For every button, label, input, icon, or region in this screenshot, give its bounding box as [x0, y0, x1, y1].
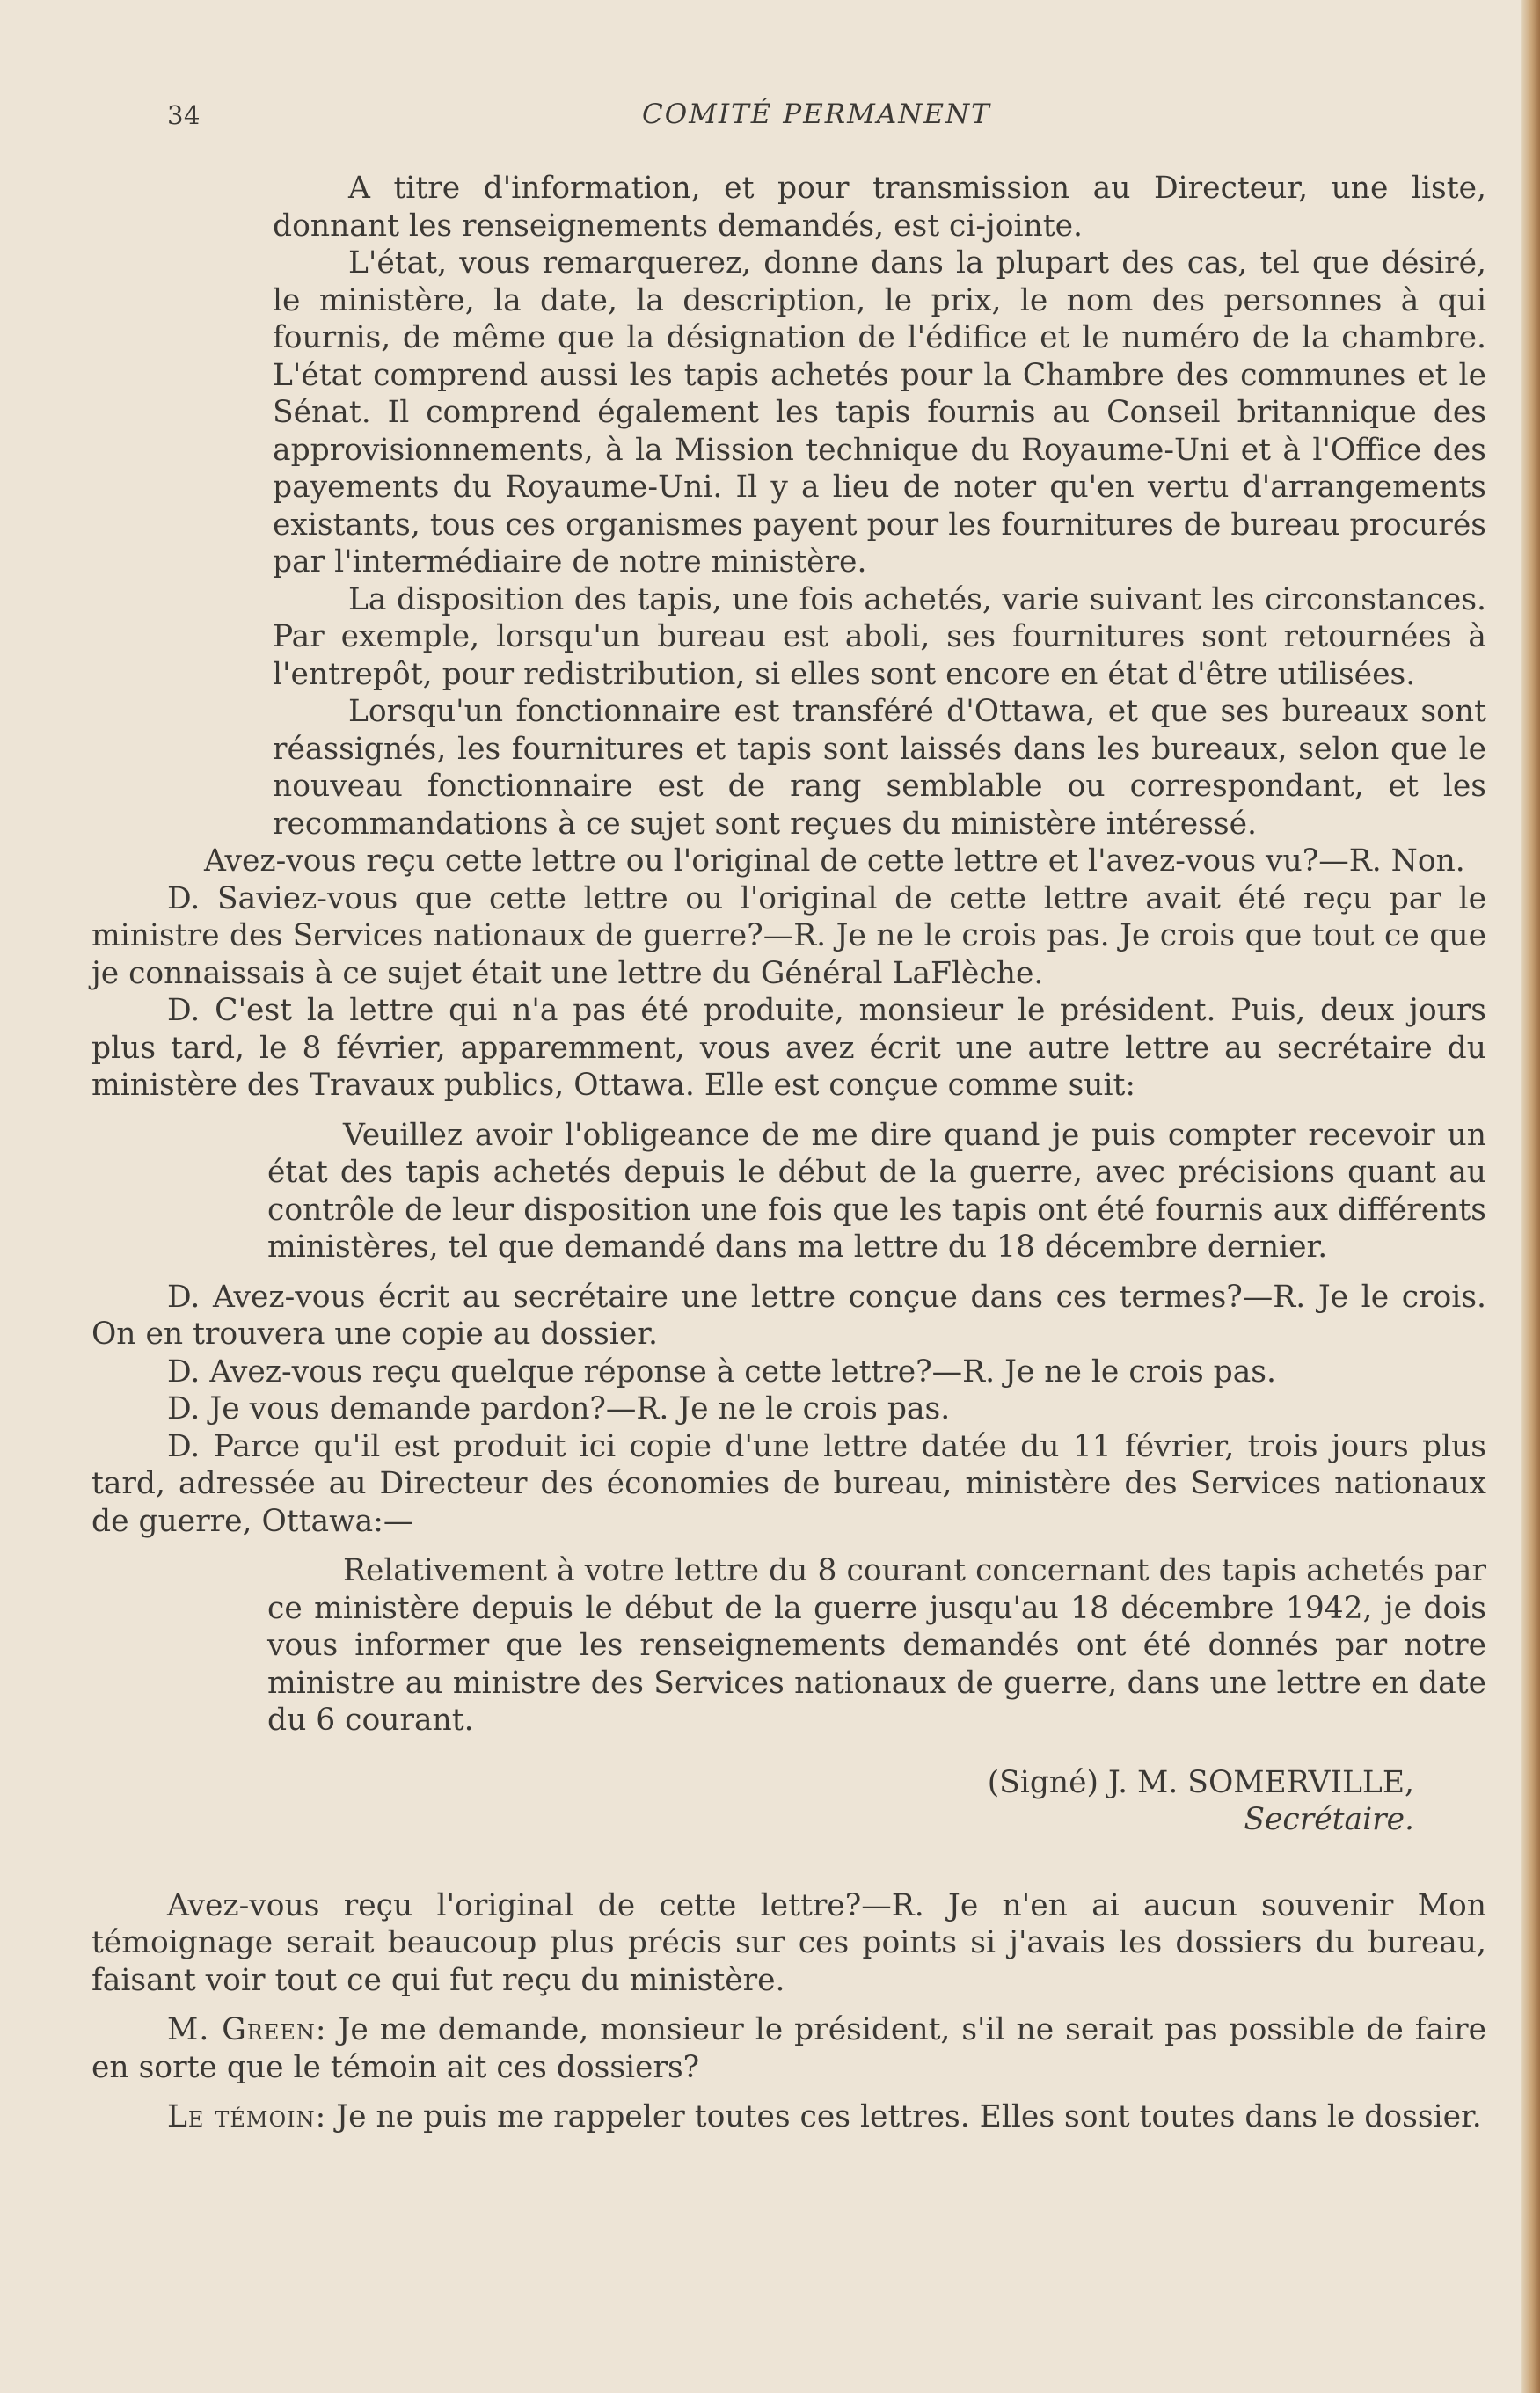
quoted-letter-2 — [155, 1117, 1486, 1266]
paragraph — [91, 2011, 1486, 2086]
quoted-letter-1 — [160, 170, 1486, 843]
quoted-letter-3 — [155, 1552, 1486, 1740]
paragraph: Relativement à votre lettre du 8 courant concernant des tapis achetés par ce ministère depuis le début de la guerre jusqu'au 18 décembre 1942, je dois vous informer que les renseignements demandés ont été donnés par notre ministre au ministre des Services nationaux de guerre, dans une lettre en date du 6 courant. — [267, 1553, 1486, 1738]
paragraph: La disposition des tapis, une fois achetés, varie suivant les circonstances. Par exemple, lorsqu'un bureau est aboli, ses fournitures sont retournées à l'entrepôt, pour redistribution, si elles sont encore en état d'être utilisées. — [273, 581, 1486, 692]
paragraph: Avez-vous reçu cette lettre ou l'original de cette lettre et l'avez-vous vu?—R. Non. — [204, 843, 1465, 879]
speaker-name: Le témoin: — [167, 2099, 327, 2134]
page-edge — [1521, 0, 1540, 2393]
speaker-text: Je me demande, monsieur le président, s'il ne serait pas possible de faire en sorte que le témoin ait ces dossiers? — [91, 2012, 1487, 2085]
signature-title: Secrétaire. — [1244, 1802, 1414, 1837]
running-head: COMITÉ PERMANENT — [642, 98, 991, 130]
paragraph: D. Saviez-vous que cette lettre ou l'original de cette lettre avait été reçu par le ministre des Services nationaux de guerre?—R. Je ne le crois pas. Je crois que tout ce que je connaissais à ce sujet était une lettre du Général LaFlèche. — [91, 880, 1486, 991]
paragraph: L'état, vous remarquerez, donne dans la plupart des cas, tel que désiré, le ministère, la date, la description, le prix, le nom des personnes à qui fournis, de même que la désignation de l'édifice et le numéro de la chambre. L'état comprend aussi les tapis achetés pour la Chambre des communes et le Sénat. Il comprend également les tapis fournis au Conseil britannique des approvisionnements, à la Mission technique du Royaume-Uni et à l'Office des payements du Royaume-Uni. Il y a lieu de noter qu'en vertu d'arrangements existants, tous ces organismes payent pour les fournitures de bureau procurés par l'intermédiaire de notre ministère. — [273, 245, 1486, 580]
speaker-name: M. Green: — [167, 2012, 327, 2047]
paragraph: Veuillez avoir l'obligeance de me dire quand je puis compter recevoir un état des tapis achetés depuis le début de la guerre, avec précisions quant au contrôle de leur disposition une fois que les tapis ont été fournis aux différents ministères, tel que demandé dans ma lettre du 18 décembre dernier. — [267, 1117, 1486, 1265]
paragraph: Avez-vous reçu l'original de cette lettre?—R. Je n'en ai aucun souvenir Mon témoignage serait beaucoup plus précis sur ces points si j'avais les dossiers du bureau, faisant voir tout ce qui fut reçu du ministère. — [91, 1887, 1486, 1998]
signature: (Signé) J. M. SOMERVILLE, — [987, 1764, 1414, 1800]
paragraph: D. Avez-vous reçu quelque réponse à cette lettre?—R. Je ne le crois pas. — [167, 1353, 1276, 1390]
paragraph — [91, 2098, 1486, 2136]
speaker-text: Je ne puis me rappeler toutes ces lettres. Elles sont toutes dans le dossier. — [326, 2099, 1482, 2134]
paragraph: D. C'est la lettre qui n'a pas été produite, monsieur le président. Puis, deux jours plus tard, le 8 février, apparemment, vous avez écrit une autre lettre au secrétaire du ministère des Travaux publics, Ottawa. Elle est conçue comme suit: — [91, 993, 1486, 1103]
paragraph: D. Parce qu'il est produit ici copie d'une lettre datée du 11 février, trois jours plus tard, adressée au Directeur des économies de bureau, ministère des Services nationaux de guerre, Ottawa:— — [91, 1428, 1486, 1539]
page-body — [91, 170, 1487, 2136]
paragraph: D. Avez-vous écrit au secrétaire une lettre conçue dans ces termes?—R. Je le crois. On en trouvera une copie au dossier. — [91, 1279, 1486, 1352]
paragraph: D. Je vous demande pardon?—R. Je ne le crois pas. — [167, 1391, 951, 1426]
page-number: 34 — [167, 100, 201, 130]
paragraph: A titre d'information, et pour transmission au Directeur, une liste, donnant les renseignements demandés, est ci-jointe. — [273, 171, 1486, 244]
paragraph: Lorsqu'un fonctionnaire est transféré d'Ottawa, et que ses bureaux sont réassignés, les fournitures et tapis sont laissés dans les bureaux, selon que le nouveau fonctionnaire est de rang semblable ou correspondant, et les recommandations à ce sujet sont reçues du ministère intéressé. — [273, 694, 1486, 842]
